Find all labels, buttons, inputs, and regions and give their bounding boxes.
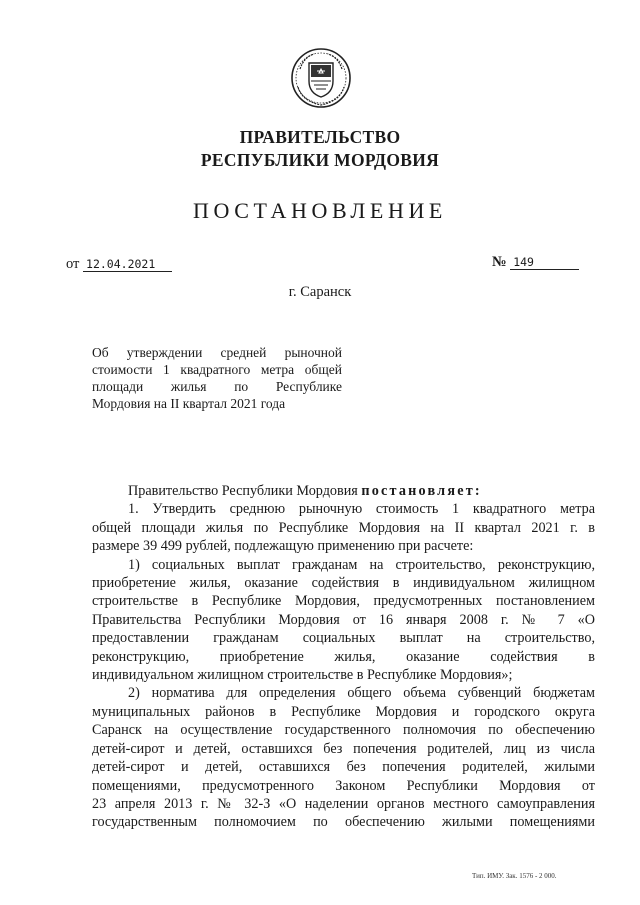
body-line: детей-сирот и детей, оставшихся без попечения родителей, лиц из числа: [92, 740, 595, 757]
body-line: размере 39 499 рублей, подлежащую применению при расчете:: [92, 538, 474, 555]
organization-name-line1: ПРАВИТЕЛЬСТВО: [239, 127, 401, 147]
decree-word: постановляет:: [361, 483, 482, 499]
number-prefix: №: [492, 254, 507, 270]
body-line: детей-сирот и детей, оставшихся без попечения родителей, жилыми: [92, 759, 595, 776]
print-imprint: Тип. ИМУ. Зак. 1576 - 2 000.: [472, 872, 557, 880]
body-line: индивидуальном жилищном строительстве в Республике Мордовия»;: [92, 667, 513, 684]
document-subject: [92, 344, 342, 412]
body-line: Правительства Республики Мордовия от 16 января 2008 г. № 7 «О: [92, 611, 595, 628]
subject-line: площади жилья по Республике: [92, 379, 342, 394]
subject-line: Мордовия на II квартал 2021 года: [92, 396, 286, 411]
document-number: [492, 254, 579, 271]
city-name: г. Саранск: [288, 284, 352, 300]
body-line: строительстве в Республике Мордовия, предусмотренных постановлением: [92, 593, 595, 610]
body-intro-line: [92, 482, 595, 500]
date-prefix: от: [66, 256, 80, 272]
body-line: предоставлении гражданам социальных выплат на строительство,: [92, 630, 595, 647]
document-body: [92, 482, 595, 832]
body-line: муниципальных районов в Республике Мордовия и городского округа: [92, 703, 595, 720]
date-value: 12.04.2021: [83, 257, 172, 272]
subject-line: Об утверждении средней рыночной: [92, 345, 342, 360]
number-value: 149: [510, 255, 579, 270]
body-intro: Правительство Республики Мордовия: [128, 483, 358, 499]
body-line: Саранск на осуществление государственного полномочия по обеспечению: [92, 722, 595, 739]
document-type-title: ПОСТАНОВЛЕНИЕ: [193, 198, 447, 223]
subject-line: стоимости 1 квадратного метра общей: [92, 362, 342, 377]
body-line: общей площади жилья по Республике Мордовия на II квартал 2021 г. в: [92, 519, 595, 536]
document-date: [66, 256, 172, 273]
body-line: 1) социальных выплат гражданам на строительство, реконструкцию,: [128, 556, 595, 573]
body-line: приобретение жилья, оказание содействия в индивидуальном жилищном: [92, 575, 595, 592]
body-line: помещениями, предусмотренного Законом Республики Мордовия от: [92, 777, 595, 794]
organization-name-line2: РЕСПУБЛИКИ МОРДОВИЯ: [200, 150, 440, 170]
body-line: 1. Утвердить среднюю рыночную стоимость 1 квадратного метра: [128, 501, 595, 518]
body-line: государственным полномочием по обеспечению жилыми помещениями: [92, 814, 595, 831]
body-line: 23 апреля 2013 г. № 32-З «О наделении органов местного самоуправления: [92, 795, 595, 812]
coat-of-arms-emblem: [290, 47, 352, 109]
body-line: реконструкцию, приобретение жилья, оказание содействия в: [92, 648, 595, 665]
body-line: 2) норматива для определения общего объема субвенций бюджетам: [128, 685, 595, 702]
